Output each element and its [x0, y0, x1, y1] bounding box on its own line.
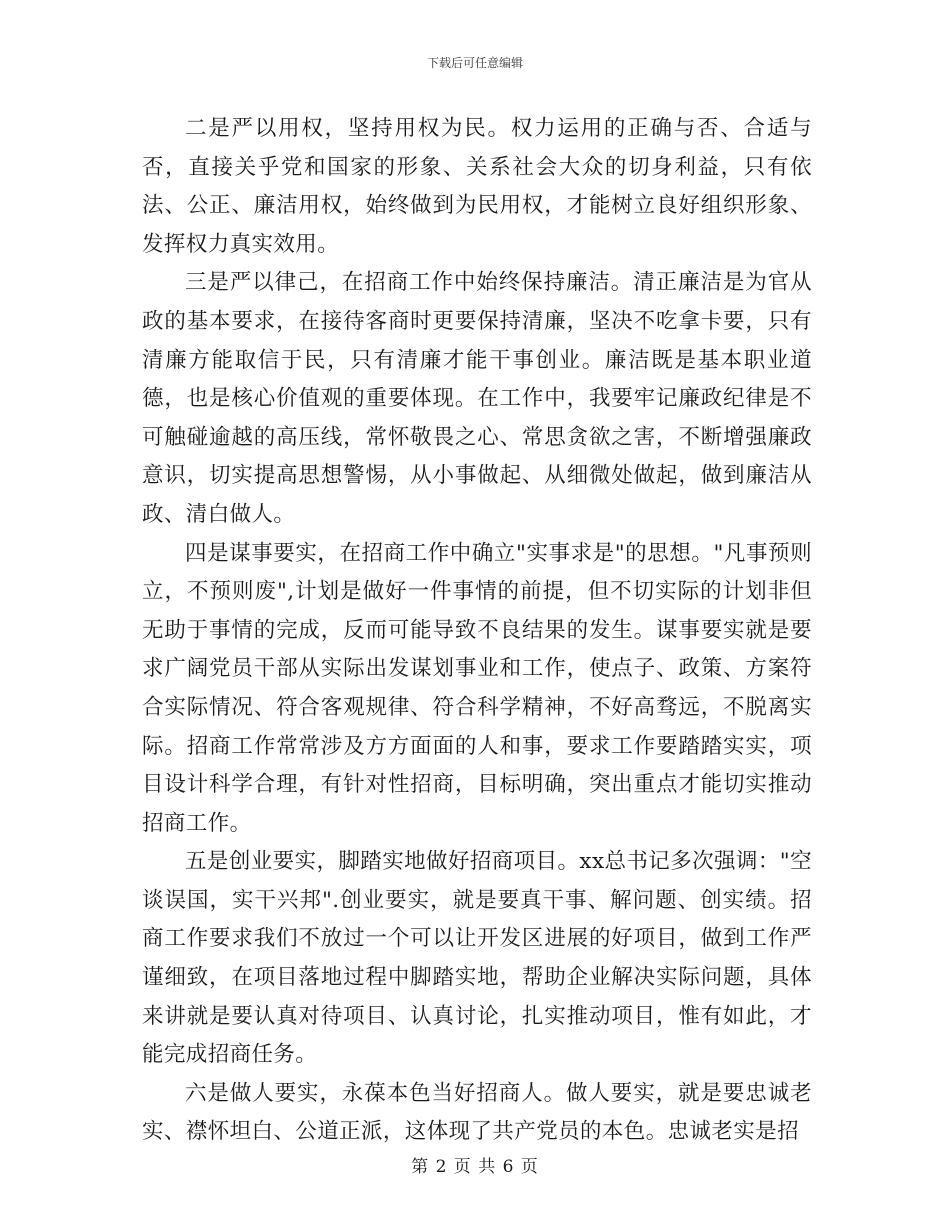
document-body: [142, 110, 812, 1152]
paragraph-6-integrity: 六是做人要实，永葆本色当好招商人。做人要实，就是要忠诚老实、襟怀坦白、公道正派，这体现了共产党员的本色。忠诚老实是招: [142, 1080, 812, 1145]
paragraph-2-power: 二是严以用权，坚持用权为民。权力运用的正确与否、合适与否，直接关乎党和国家的形象、关系社会大众的切身利益，只有依法、公正、廉洁用权，始终做到为民用权，才能树立良好组织形象、发挥权力真实效用。: [142, 116, 812, 257]
page-number-footer: 第 2 页 共 6 页: [411, 1157, 539, 1177]
paragraph-5-entrepreneurship: 五是创业要实，脚踏实地做好招商项目。xx总书记多次强调："空谈误国，实干兴邦".创业要实，就是要真干事、解问题、创实绩。招商工作要求我们不放过一个可以让开发区进展的好项目，做到工作严谨细致，在项目落地过程中脚踏实地，帮助企业解决实际问题，具体来讲就是要认真对待项目、认真讨论，扎实推动项目，惟有如此，才能完成招商任务。: [142, 849, 812, 1068]
page-header: 下载后可任意编辑: [426, 56, 523, 70]
paragraph-4-planning: 四是谋事要实，在招商工作中确立"实事求是"的思想。"凡事预则立，不预则废",计划是做好一件事情的前提，但不切实际的计划非但无助于事情的完成，反而可能导致不良结果的发生。谋事要实就是要求广阔党员干部从实际出发谋划事业和工作，使点子、政策、方案符合实际情况、符合客观规律、符合科学精神，不好高骛远，不脱离实际。招商工作常常涉及方方面面的人和事，要求工作要踏踏实实，项目设计科学合理，有针对性招商，目标明确，突出重点才能切实推动招商工作。: [142, 540, 812, 836]
paragraph-3-self-discipline: 三是严以律己，在招商工作中始终保持廉洁。清正廉洁是为官从政的基本要求，在接待客商时更要保持清廉，坚决不吃拿卡要，只有清廉方能取信于民，只有清廉才能干事创业。廉洁既是基本职业道德，也是核心价值观的重要体现。在工作中，我要牢记廉政纪律是不可触碰逾越的高压线，常怀敬畏之心、常思贪欲之害，不断增强廉政意识，切实提高思想警惕，从小事做起、从细微处做起，做到廉洁从政、清白做人。: [142, 270, 812, 527]
